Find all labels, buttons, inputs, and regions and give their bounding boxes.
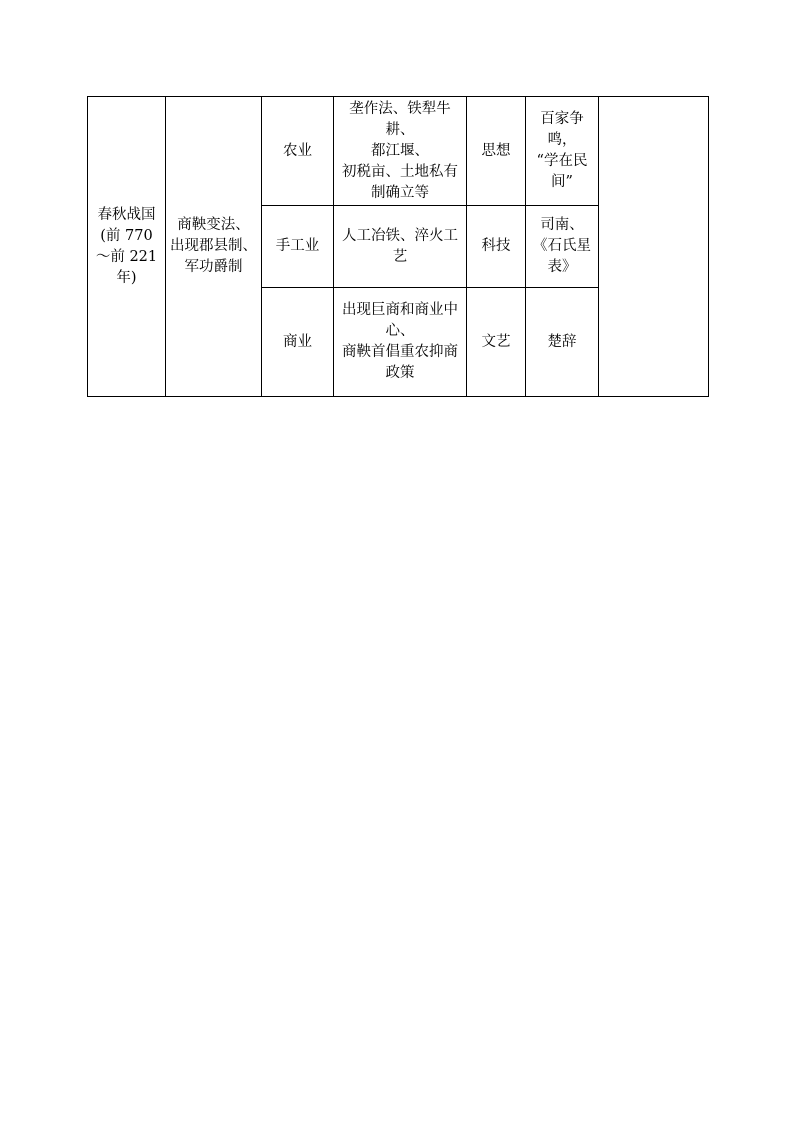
period-range-start: (前 770: [100, 227, 153, 244]
value-line: 司南、: [540, 217, 584, 233]
detail-line: 制确立等: [371, 184, 429, 201]
handicraft-label: 手工业: [262, 206, 334, 288]
value-line: 《石氏星: [533, 238, 591, 254]
technology-label: 科技: [467, 206, 526, 288]
detail-line: 艺: [392, 248, 408, 265]
agriculture-detail-cell: [334, 97, 467, 206]
detail-line: 心、: [385, 323, 415, 339]
detail-line: 出现巨商和商业中: [342, 302, 458, 318]
politics-line: 出现郡县制、: [170, 238, 257, 254]
empty-cell: [599, 97, 709, 397]
detail-line: 垄作法、铁犁牛耕、: [349, 100, 451, 138]
commerce-label: 商业: [262, 288, 334, 397]
agriculture-label: 农业: [262, 97, 334, 206]
arts-label: 文艺: [467, 288, 526, 397]
table-row-agriculture: [88, 97, 709, 206]
detail-line: 商鞅首倡重农抑商: [342, 344, 458, 360]
detail-line: 人工冶铁、淬火工: [342, 227, 458, 244]
arts-value-cell: [526, 288, 599, 397]
thought-value-cell: [526, 97, 599, 206]
value-line: “学在民: [536, 153, 588, 169]
technology-value-cell: [526, 206, 599, 288]
commerce-detail-cell: [334, 288, 467, 397]
period-name: 春秋战国: [97, 206, 156, 223]
detail-line: 都江堰、: [371, 142, 429, 159]
value-line: 楚辞: [547, 333, 577, 350]
politics-line: 商鞅变法、: [177, 217, 250, 233]
value-line: 百家争鸣，: [540, 111, 584, 148]
politics-cell: [166, 97, 262, 397]
period-suffix: 年): [116, 269, 137, 286]
value-line: 间”: [551, 174, 573, 190]
handicraft-detail-cell: [334, 206, 467, 288]
detail-line: 初税亩、土地私有: [342, 163, 458, 180]
politics-line: 军功爵制: [184, 259, 243, 275]
period-range-end: ～前 221: [95, 248, 158, 265]
detail-line: 政策: [385, 365, 415, 381]
history-summary-table: [87, 96, 709, 397]
thought-label: 思想: [467, 97, 526, 206]
value-line: 表》: [547, 259, 577, 275]
period-cell: [88, 97, 166, 397]
